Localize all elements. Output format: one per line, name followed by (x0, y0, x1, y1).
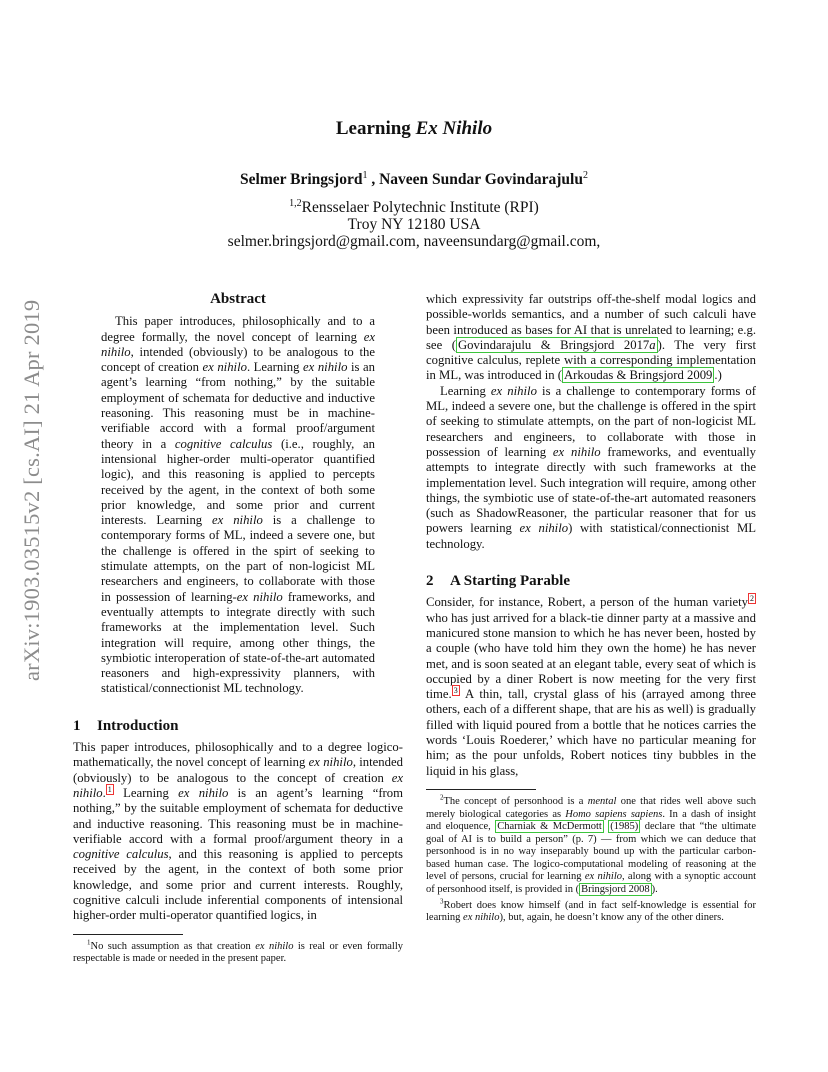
body-text: . (102, 785, 106, 800)
footnote-2 (426, 793, 756, 897)
footnote-text: The concept of personhood is a (443, 795, 588, 807)
author-name: Selmer Bringsjord (240, 171, 363, 189)
section-heading-introduction (73, 719, 403, 734)
parable-paragraph (426, 595, 756, 779)
intro-paragraph (73, 740, 403, 924)
body-text: ). The very first cognitive calculus, replete with a corresponding implementation in ML, was introduced in ( (426, 337, 756, 383)
author-affil-mark: 2 (582, 170, 588, 181)
intro-paragraph-continued (426, 292, 756, 384)
footnote-mark: 2 (440, 793, 444, 802)
footnote-rule (426, 789, 536, 790)
body-text: Learning (440, 383, 491, 398)
title-emphasis: Ex Nihilo (415, 118, 493, 139)
body-emphasis: ex nihilo (308, 755, 353, 770)
footnote-emphasis: mental (587, 795, 617, 807)
abstract-text: This paper introduces, philosophically and to a degree formally, the novel concept of learning (101, 314, 375, 344)
citation-text: Govindarajulu & Bringsjord 2017 (457, 337, 650, 352)
body-text: who has just arrived for a black-tie dinner party at a massive and manicured stone mansion to which he has never been, hosted by a couple (who have told him they own the home) he has never met, and is soon seated at an elegant table, every seat of which is occupied by a diner Robert is now meeting for the very first time. (426, 610, 756, 702)
affil-institution: Rensselaer Polytechnic Institute (RPI) (301, 199, 539, 217)
section-number: 2 (426, 573, 434, 590)
footnote-text: No such assumption as that creation (90, 940, 256, 952)
intro-paragraph-2 (426, 384, 756, 552)
footnote-mark: 1 (87, 938, 91, 947)
arxiv-identifier: arXiv:1903.03515v2 [cs.AI] 21 Apr 2019 (19, 299, 44, 681)
affil-city: Troy NY 12180 USA (347, 216, 481, 234)
author-separator: , (367, 171, 380, 189)
footnote-text: declare that “the ultimate goal of AI is to build a person” (p. 7) — from which we can deduce that personhood is in no way inseparably bound up with the particular carbon-based human case. The logico-computational modeling of reasoning at the level of persons, crucial for learning (426, 821, 756, 883)
abstract-text: frameworks, and eventually attempts to integrate directly with such frameworks at the implementation level. Such integration will require, among other things, the symbiotic interoperation of state-of-the-art automated reasoners and high-expressivity planners, with statistical/connectionist ML technology. (101, 589, 376, 696)
abstract-text: is a challenge to contemporary forms of ML, indeed a severe one, but the challenge is offered in the spirt of seeking to stimulate attempts, on the part of non-logicist ML researchers and engineers, to collaborate with those in possession of learning- (101, 513, 375, 604)
affiliation (0, 195, 828, 250)
author-name: Naveen Sundar Govindarajulu (379, 171, 583, 189)
footnote-text: Robert does know himself (and in fact self-knowledge is essential for learning (426, 899, 756, 924)
right-column (426, 292, 756, 925)
abstract-text: is an agent’s learning “from nothing,” by the suitable employment of schemata for deductive and inductive reasoning. This reasoning must be in machine-verifiable accord with a formal proof/argument theory in a (101, 360, 375, 451)
footnote-rule (73, 934, 183, 935)
footnote-text: is real or even formally respectable is made or needed in the present paper. (73, 940, 404, 965)
body-text: A thin, tall, crystal glass of his (arrayed among three others, each of a different shape, that are his as well) is gradually filled with liquid poured from a bottle that he notices carries the words ‘Louis Roederer,’ which have no particular meaning for him; as the pour unfolds, Robert notices tiny bubbles in the liquid in his glass, (426, 687, 756, 778)
footnote-emphasis: ex nihilo (463, 912, 500, 924)
left-column (73, 292, 403, 966)
title-text: Learning (335, 118, 416, 139)
body-emphasis: cognitive calculus (73, 847, 169, 862)
citation-link[interactable]: Charniak & McDermott (497, 821, 602, 833)
abstract-text: . Learning (246, 360, 304, 375)
body-text: , intended (obviously) to be analogous to the concept of creation (73, 755, 403, 785)
paper-title (0, 118, 828, 140)
body-text: Learning (113, 785, 179, 800)
body-text: is a challenge to contemporary forms of ML, indeed a severe one, but the challenge is offered in the spirt of seeking to stimulate attempts, on the part of non-logicist ML researchers and engineers, to collaborate with those in possession of learning (426, 383, 756, 459)
abstract-text: , intended (obviously) to be analogous to the concept of creation (101, 344, 375, 375)
citation-link[interactable]: Arkoudas & Bringsjord 2009 (564, 368, 713, 383)
author-emails: selmer.bringsjord@gmail.com, naveensundarg@gmail.com, (227, 233, 601, 251)
paper-header (0, 118, 828, 250)
footnote-3 (426, 897, 756, 925)
body-text: frameworks, and eventually attempts to integrate directly with such frameworks at the implementation level. Such integration will require, among other things, the symbiotic use of state-of-the-art automated reasoners (such as ShadowReasoner, the particular reasoner that for us powers learning (426, 444, 756, 536)
section-title: A Starting Parable (450, 573, 570, 590)
footnote-text: one that rides well above such merely biological categories as (426, 795, 756, 820)
abstract-emphasis: cognitive calculus (174, 436, 273, 451)
body-text: ) with statistical/connectionist ML technology. (426, 521, 756, 551)
footnote-emphasis: Homo sapiens sapiens (565, 808, 663, 820)
footnote-text: ), but, again, he doesn’t know any of the other diners. (499, 912, 724, 924)
body-emphasis: ex nihilo (178, 785, 229, 800)
section-title: Introduction (97, 717, 179, 734)
body-emphasis: ex nihilo (490, 383, 537, 398)
footnote-link[interactable]: 1 (107, 784, 112, 794)
body-text: , and this reasoning is applied to percepts received by the agent, in the context of both some prior knowledge, and some prior and current interests. Roughly, cognitive calculi include inferential components of intensional higher-order multi-operator quantified logics, in (73, 847, 403, 923)
body-emphasis: ex nihilo (73, 770, 403, 800)
citation-link[interactable]: Bringsjord 2008 (581, 884, 650, 896)
body-text: Consider, for instance, Robert, a person of the human variety (426, 595, 748, 610)
footnote-text: ). (651, 884, 658, 896)
abstract-emphasis: ex nihilo (236, 589, 283, 604)
footnote-link[interactable]: 3 (453, 685, 458, 695)
footnote-text: , along with a synoptic account of personhood itself, is provided in ( (426, 871, 756, 896)
section-number: 1 (73, 717, 81, 734)
body-emphasis: ex nihilo (552, 444, 601, 459)
abstract-text: (i.e., roughly, an intensional higher-order multi-operator quantified logic), and this reasoning is applied to percepts received by the agent, in the context of both some prior knowledge, and some prior and current interests. Learning (101, 436, 375, 528)
section-heading-starting-parable (426, 574, 756, 589)
author-affil-mark: 1 (362, 170, 368, 181)
abstract-emphasis: ex nihilo (101, 329, 375, 359)
footnote-emphasis: ex nihilo (255, 940, 294, 952)
abstract-emphasis: ex nihilo (303, 360, 348, 375)
footnote-1 (73, 938, 404, 966)
author-line (0, 170, 828, 189)
abstract-emphasis: ex nihilo (212, 513, 263, 528)
body-text: is an agent’s learning “from nothing,” by the suitable employment of schemata for deductive and inductive reasoning. This reasoning must be in machine-verifiable accord with a formal proof/argument theory in a (73, 785, 403, 846)
abstract-body (101, 314, 375, 696)
citation-link[interactable] (456, 337, 658, 353)
footnote-mark: 3 (440, 897, 444, 906)
body-text: .) (714, 368, 722, 383)
abstract-heading: Abstract (210, 291, 266, 307)
abstract-emphasis: ex nihilo (202, 360, 247, 375)
affil-mark: 1,2 (289, 198, 302, 210)
body-text: which expressivity far outstrips off-the-shelf modal logics and possible-worlds semantics, and a number of such calculi have been introduced as bases for AI that is unrelated to learning; e.g. see ( (426, 292, 756, 352)
body-text: This paper introduces, philosophically and to a degree logico-mathematically, the novel concept of learning (73, 740, 403, 770)
footnote-text: . In a dash of insight and eloquence, (426, 808, 756, 833)
footnote-emphasis: ex nihilo (584, 871, 622, 883)
citation-suffix: a (649, 337, 656, 352)
footnote-link[interactable]: 2 (750, 594, 754, 604)
body-emphasis: ex nihilo (519, 521, 569, 536)
citation-link[interactable]: (1985) (610, 821, 639, 833)
